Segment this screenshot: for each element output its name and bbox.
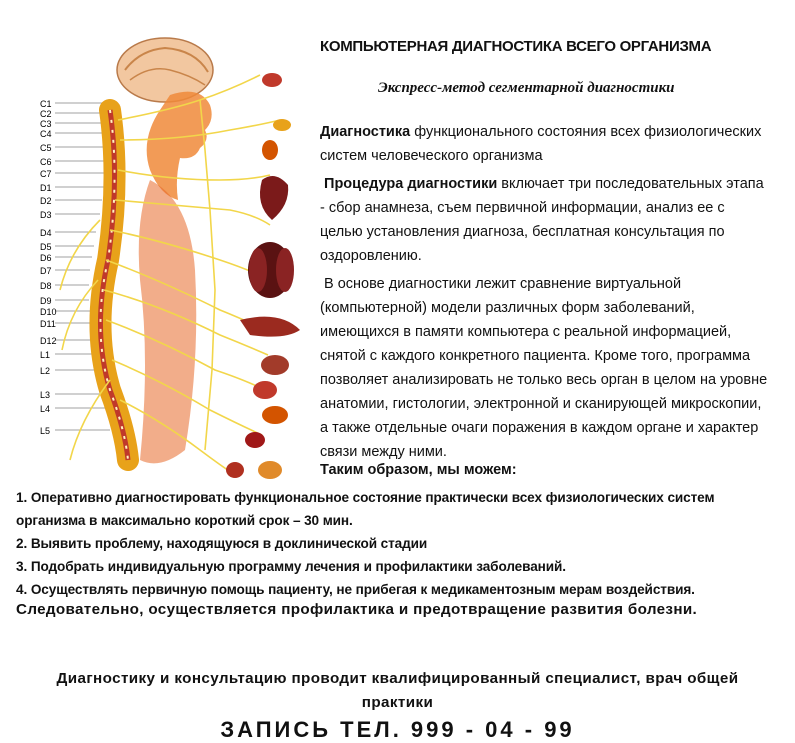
segment-label: D5 (40, 242, 52, 252)
footer-phone: ЗАПИСЬ ТЕЛ. 999 - 04 - 99 (220, 717, 575, 742)
segment-label: C4 (40, 129, 52, 139)
segment-label: D7 (40, 266, 52, 276)
segment-label: D10 (40, 307, 57, 317)
list-item: 4. Осуществлять первичную помощь пациенту, не прибегая к медикаментозным мерам воздействия. (16, 582, 695, 597)
capabilities-list (16, 486, 786, 601)
conclusion-text: Следовательно, осуществляется профилактика и предотвращение развития болезни. (16, 601, 698, 618)
body-silhouette (139, 180, 197, 463)
capabilities-lead: Таким образом, мы можем: (320, 462, 517, 478)
segment-label: D11 (40, 319, 56, 329)
basis-text: В основе диагностики лежит сравнение виртуальной (компьютерной) модели различных форм заболеваний, имеющихся в памяти компьютера с реальной информацией, снятой с каждого конкретного пациента. Кроме того, программа позволяет анализировать не только весь орган в целом на уровне анатомии, гистологии, электронной и сканирующей микроскопии, а также отдельные очаги поражения в каждом органе и характер связи между ними. (320, 276, 768, 460)
page-title: КОМПЬЮТЕРНАЯ ДИАГНОСТИКА ВСЕГО ОРГАНИЗМА (320, 38, 712, 55)
segment-label: L2 (40, 366, 51, 376)
intro-term: Диагностика (320, 124, 411, 140)
segment-label: D6 (40, 253, 52, 263)
segment-label: D2 (40, 196, 52, 206)
segment-label: L3 (40, 390, 51, 400)
list-item: 3. Подобрать индивидуальную программу лечения и профилактики заболеваний. (16, 559, 566, 574)
list-item: 2. Выявить проблему, находящуюся в доклинической стадии (16, 536, 428, 551)
organs (226, 73, 300, 479)
segment-label: C1 (40, 99, 52, 109)
intro-text: функционального состояния всех физиологических систем человеческого организма (320, 124, 762, 164)
basis-paragraph (320, 272, 770, 464)
segment-label: D3 (40, 210, 52, 220)
liver-shape (240, 317, 300, 337)
segment-label: L4 (40, 404, 51, 414)
segment-label: C5 (40, 143, 52, 153)
spinal-column (100, 110, 128, 460)
procedure-term: Процедура диагностики (324, 176, 498, 192)
list-item: 1. Оперативно диагностировать функциональное состояние практически всех физиологических систем организма в максимально короткий срок – 30 мин. (16, 490, 715, 528)
spine-segment-labels (40, 30, 70, 490)
segment-label: C3 (40, 119, 52, 129)
segment-label: L5 (40, 426, 51, 436)
intro-paragraph (320, 120, 770, 168)
page-subtitle: Экспресс-метод сегментарной диагностики (378, 80, 675, 96)
procedure-paragraph (320, 172, 770, 268)
segment-label: D8 (40, 281, 52, 291)
segment-label: D12 (40, 336, 57, 346)
footer-line-1: Диагностику и консультацию проводит квалифицированный специалист, врач общей (56, 670, 739, 687)
procedure-text: включает три последовательных этапа - сбор анамнеза, съем первичной информации, анализ ее с целью установления диагноза, бесплатная консультация по оздоровлению. (320, 176, 764, 264)
segment-label: L1 (40, 350, 51, 360)
footer-line-2: практики (361, 694, 434, 711)
segment-label: C6 (40, 157, 52, 167)
segment-label: C2 (40, 109, 52, 119)
anatomy-illustration (0, 30, 310, 490)
segment-label: D9 (40, 296, 52, 306)
segment-label: D1 (40, 183, 52, 193)
heart-shape (260, 176, 288, 220)
segment-label: D4 (40, 228, 52, 238)
segment-label: C7 (40, 169, 52, 179)
